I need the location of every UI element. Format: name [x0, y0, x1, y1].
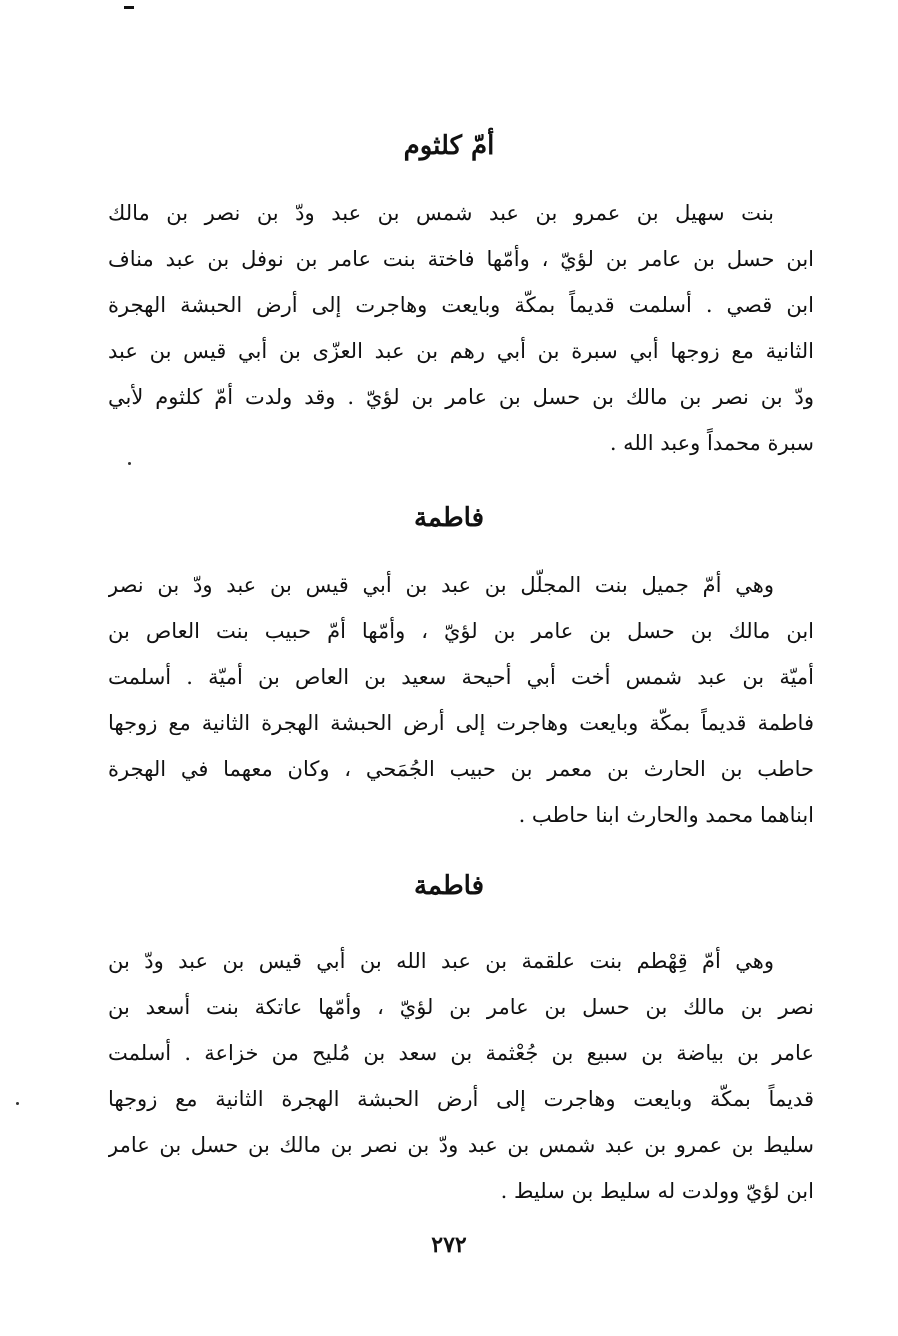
scan-mark [124, 6, 134, 9]
paragraph-line: أميّة بن عبد شمس أخت أبي أحيحة سعيد بن العاص بن أميّة . أسلمت [108, 665, 814, 689]
section-paragraph-fatima-2 [108, 938, 814, 1214]
paragraph-line: وهي أمّ جميل بنت المجلّل بن عبد بن أبي قيس بن عبد ودّ بن نصر [108, 573, 774, 597]
paragraph-line: ابن قصي . أسلمت قديماً بمكّة وبايعت وهاجرت إلى أرض الحبشة الهجرة [108, 293, 814, 317]
paragraph-line: الثانية مع زوجها أبي سبرة بن أبي رهم بن عبد العزّى بن أبي قيس بن عبد [108, 339, 814, 363]
paragraph-line: نصر بن مالك بن حسل بن عامر بن لؤيّ ، وأمّها عاتكة بنت أسعد بن [108, 995, 814, 1019]
paragraph-line: حاطب بن الحارث بن معمر بن حبيب الجُمَحي ، وكان معهما في الهجرة [108, 757, 814, 781]
scan-speck [16, 1102, 19, 1105]
paragraph-line: ابناهما محمد والحارث ابنا حاطب . [518, 803, 814, 827]
paragraph-line: ابن مالك بن حسل بن عامر بن لؤيّ ، وأمّها أمّ حبيب بنت العاص بن [108, 619, 814, 643]
section-title-fatima-1: فاطمة [413, 503, 484, 533]
paragraph-line: فاطمة قديماً بمكّة وبايعت وهاجرت إلى أرض الحبشة الهجرة الثانية مع زوجها [108, 711, 814, 735]
paragraph-line: ودّ بن نصر بن مالك بن حسل بن عامر بن لؤيّ . وقد ولدت أمّ كلثوم لأبي [108, 385, 814, 409]
paragraph-line: سبرة محمداً وعبد الله . [609, 431, 814, 455]
page-number: ٢٧٢ [431, 1232, 467, 1258]
paragraph-line: سليط بن عمرو بن عبد شمس بن عبد ودّ بن نصر بن مالك بن حسل بن عامر [108, 1133, 814, 1157]
section-title-fatima-2: فاطمة [413, 871, 484, 901]
paragraph-line: وهي أمّ قِهْطم بنت علقمة بن عبد الله بن أبي قيس بن عبد ودّ بن [108, 949, 774, 973]
section-paragraph-umm-kulthum [108, 190, 814, 466]
paragraph-line: بنت سهيل بن عمرو بن عبد شمس بن عبد ودّ بن نصر بن مالك [108, 201, 774, 225]
paragraph-line: ابن لؤيّ وولدت له سليط بن سليط . [500, 1179, 814, 1203]
paragraph-line: ابن حسل بن عامر بن لؤيّ ، وأمّها فاختة بنت عامر بن نوفل بن عبد مناف [108, 247, 814, 271]
section-title-umm-kulthum: أمّ كلثوم [403, 131, 495, 161]
paragraph-line: عامر بن بياضة بن سبيع بن جُعْثمة بن سعد بن مُليح من خزاعة . أسلمت [108, 1041, 814, 1065]
paragraph-line: قديماً بمكّة وبايعت وهاجرت إلى أرض الحبشة الهجرة الثانية مع زوجها [108, 1087, 814, 1111]
section-paragraph-fatima-1 [108, 562, 814, 838]
